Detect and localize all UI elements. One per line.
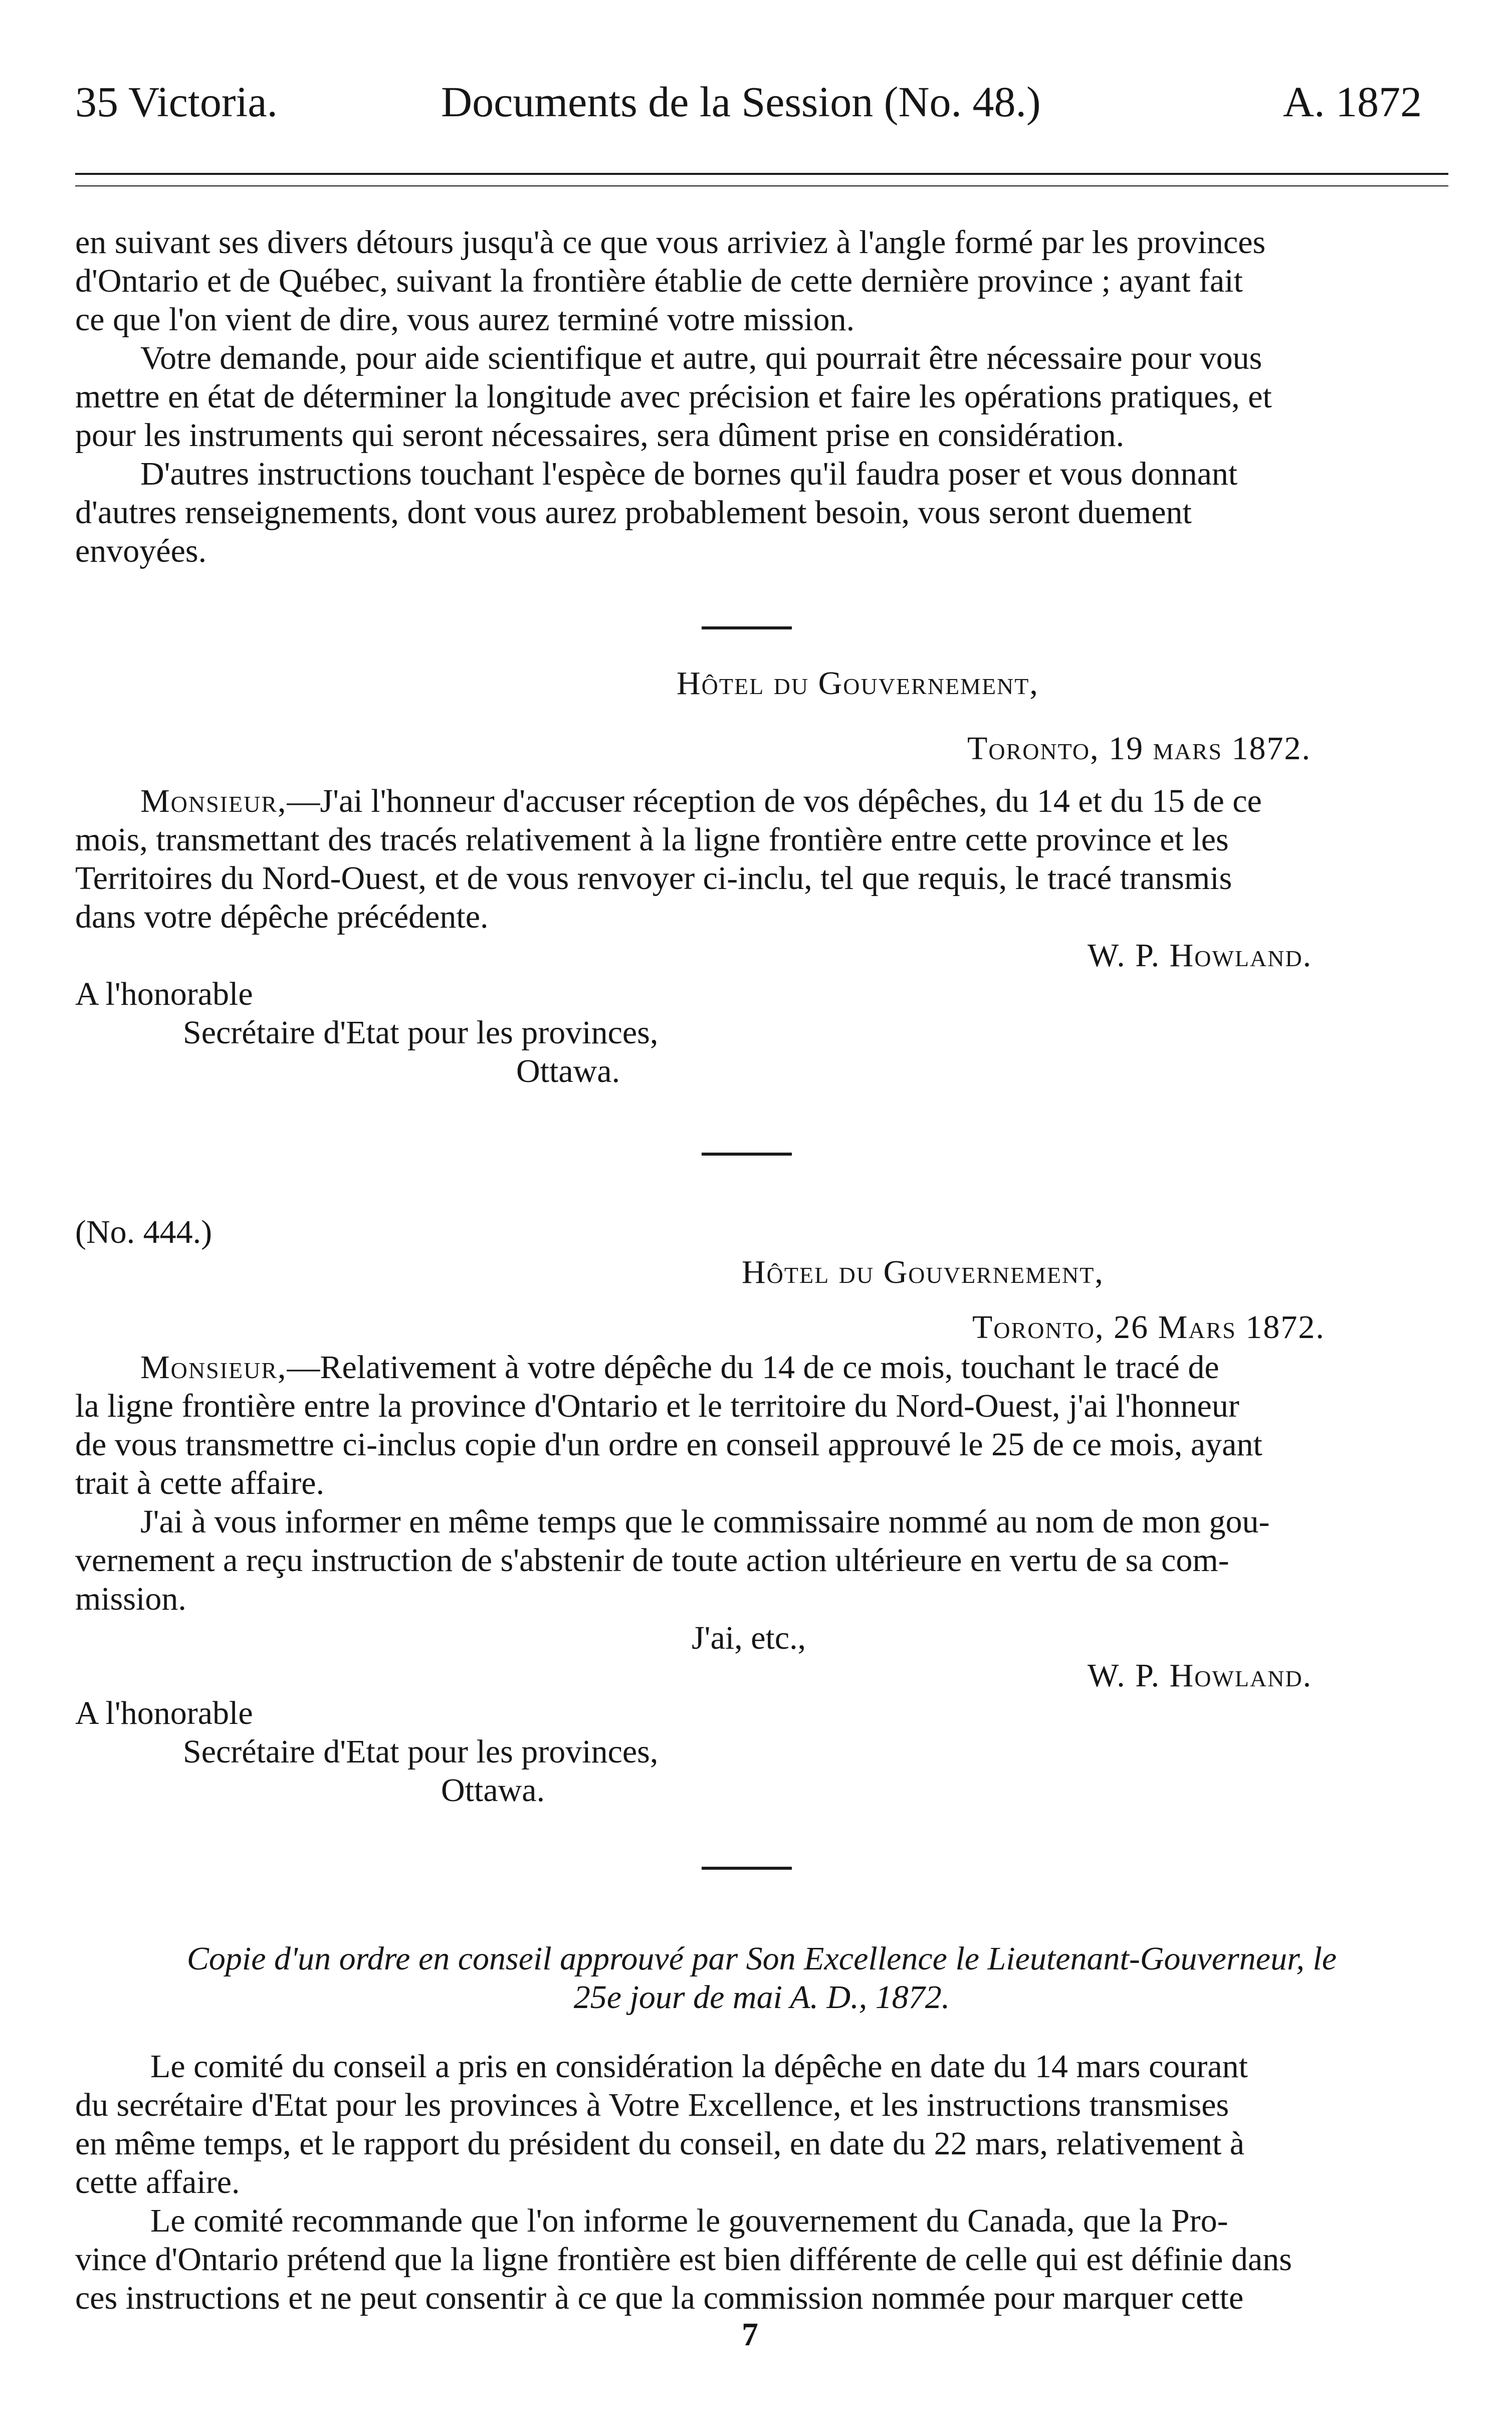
text-line: d'autres renseignements, dont vous aurez probablement besoin, vous seront duement (75, 494, 1192, 531)
separator (702, 626, 792, 629)
order-title-line: 25e jour de mai A. D., 1872. (573, 1979, 950, 2016)
text-line: trait à cette affaire. (75, 1465, 325, 1501)
letter1-address-line: Ottawa. (516, 1053, 620, 1089)
letter1-place: Hôtel du Gouvernement, (677, 665, 1039, 702)
letter2-salutation: Monsieur, (140, 1349, 287, 1386)
letter2-address-line: Ottawa. (441, 1772, 545, 1809)
letter2-place: Hôtel du Gouvernement, (742, 1254, 1104, 1290)
letter2-number: (No. 444.) (75, 1214, 212, 1250)
letter2-signature: W. P. Howland. (1088, 1657, 1313, 1694)
letter2-address-line: A l'honorable (75, 1695, 253, 1731)
header-rule-bottom (75, 185, 1448, 186)
text-line: la ligne frontière entre la province d'Ontario et le territoire du Nord-Ouest, j'ai l'honneur (75, 1388, 1239, 1424)
header-right: A. 1872 (1283, 78, 1422, 126)
text-line: Le comité recommande que l'on informe le gouvernement du Canada, que la Pro- (150, 2202, 1228, 2239)
letter1-address-line: Secrétaire d'Etat pour les provinces, (183, 1014, 659, 1051)
letter1-date: Toronto, 19 mars 1872. (967, 730, 1312, 767)
text-line: vernement a reçu instruction de s'abstenir de toute action ultérieure en vertu de sa com- (75, 1542, 1229, 1579)
text-line: Territoires du Nord-Ouest, et de vous renvoyer ci-inclu, tel que requis, le tracé transmis (75, 860, 1232, 897)
header-center: Documents de la Session (No. 48.) (441, 78, 1041, 126)
text-line: du secrétaire d'Etat pour les provinces à Votre Excellence, et les instructions transmises (75, 2087, 1229, 2123)
text-line: d'Ontario et de Québec, suivant la frontière établie de cette dernière province ; ayant fait (75, 263, 1243, 299)
header-left: 35 Victoria. (75, 78, 278, 126)
separator (702, 1153, 792, 1156)
text-line: mettre en état de déterminer la longitude avec précision et faire les opérations pratiques, et (75, 378, 1272, 415)
letter2-date: Toronto, 26 Mars 1872. (972, 1309, 1325, 1346)
letter2-closing: J'ai, etc., (692, 1620, 806, 1656)
letter1-signature: W. P. Howland. (1088, 937, 1313, 974)
text-line: cette affaire. (75, 2164, 240, 2200)
separator (702, 1867, 792, 1870)
text-line: mois, transmettant des tracés relativement à la ligne frontière entre cette province et les (75, 821, 1229, 858)
letter1-salutation: Monsieur, (140, 783, 287, 819)
text-line: —J'ai l'honneur d'accuser réception de vos dépêches, du 14 et du 15 de ce (287, 783, 1262, 819)
text-line: ces instructions et ne peut consentir à ce que la commission nommée pour marquer cette (75, 2280, 1244, 2316)
letter1-address-line: A l'honorable (75, 976, 253, 1012)
page-number: 7 (742, 2316, 758, 2353)
text-line: J'ai à vous informer en même temps que le commissaire nommé au nom de mon gou- (140, 1503, 1270, 1540)
text-line: —Relativement à votre dépêche du 14 de ce mois, touchant le tracé de (287, 1349, 1219, 1386)
order-title-line: Copie d'un ordre en conseil approuvé par Son Excellence le Lieutenant-Gouverneur, le (186, 1940, 1337, 1977)
text-line: D'autres instructions touchant l'espèce de bornes qu'il faudra poser et vous donnant (140, 456, 1238, 492)
text-line: mission. (75, 1581, 186, 1617)
text-line: envoyées. (75, 533, 207, 569)
text-line: Le comité du conseil a pris en considération la dépêche en date du 14 mars courant (150, 2048, 1248, 2085)
text-line: vince d'Ontario prétend que la ligne frontière est bien différente de celle qui est définie dans (75, 2241, 1292, 2278)
text-line: en suivant ses divers détours jusqu'à ce que vous arriviez à l'angle formé par les provinces (75, 224, 1266, 261)
text-line: Votre demande, pour aide scientifique et autre, qui pourrait être nécessaire pour vous (140, 340, 1262, 376)
text-line: dans votre dépêche précédente. (75, 899, 489, 935)
text-line: de vous transmettre ci-inclus copie d'un ordre en conseil approuvé le 25 de ce mois, ayant (75, 1426, 1262, 1463)
letter2-address-line: Secrétaire d'Etat pour les provinces, (183, 1733, 659, 1770)
text-line: ce que l'on vient de dire, vous aurez terminé votre mission. (75, 301, 855, 338)
text-line: pour les instruments qui seront nécessaires, sera dûment prise en considération. (75, 417, 1125, 454)
text-line: en même temps, et le rapport du président du conseil, en date du 22 mars, relativement à (75, 2125, 1245, 2162)
header-rule-top (75, 173, 1448, 175)
